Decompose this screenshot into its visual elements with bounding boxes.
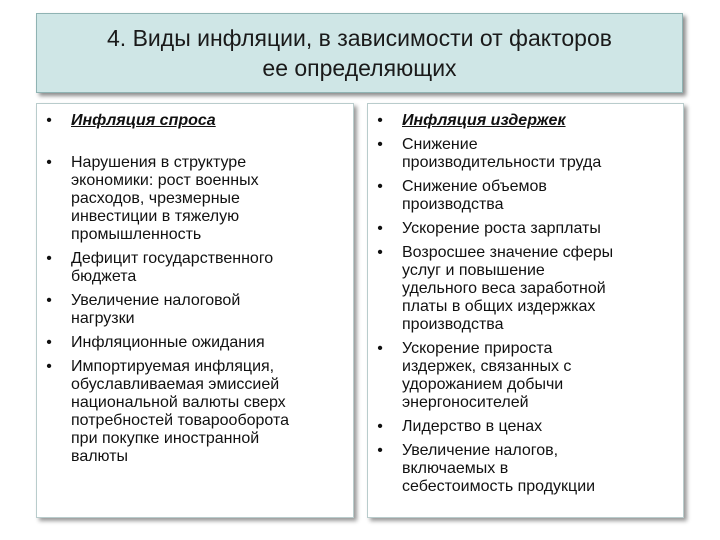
demand-inflation-list [37,104,353,466]
slide-title-line-2: ее определяющих [262,55,457,81]
cost-inflation-item [374,442,677,496]
demand-inflation-item [43,292,347,328]
cost-inflation-item-line: Возросшее значение сферы [402,244,614,261]
demand-inflation-item [43,358,347,466]
demand-inflation-item-line: промышленность [71,226,202,243]
demand-inflation-item-line: обуславливаемая эмиссией [71,376,280,393]
cost-inflation-item [374,136,677,172]
bullet-icon: • [377,244,383,261]
bullet-icon: • [46,358,52,375]
bullet-icon: • [377,418,383,435]
demand-inflation-item-line: Импортируемая инфляция, [71,358,275,375]
demand-inflation-item [43,250,347,286]
bullet-icon: • [46,250,52,267]
demand-inflation-item-line: валюты [71,448,129,465]
cost-inflation-item-line: Лидерство в ценах [402,418,543,435]
demand-inflation-item [43,334,347,352]
demand-inflation-item-line: бюджета [71,268,137,285]
demand-inflation-item-line: инвестиции в тяжелую [71,208,240,225]
cost-inflation-item-line: издержек, связанных с [402,358,572,375]
cost-inflation-item-line: энергоносителей [402,394,529,411]
cost-inflation-item [374,178,677,214]
cost-inflation-item-line: производства [402,196,504,213]
demand-inflation-item-line: нагрузки [71,310,135,327]
bullet-icon: • [46,154,52,171]
demand-inflation-item-line: Дефицит государственного [71,250,274,267]
title-box [36,13,683,93]
cost-inflation-item-line: удельного веса заработной [402,280,606,297]
cost-inflation-heading-item [374,112,677,130]
bullet-icon: • [377,340,383,357]
demand-inflation-item-line: Инфляционные ожидания [71,334,265,351]
bullet-icon: • [377,136,383,153]
demand-inflation-item-line: национальной валюты сверх [71,394,286,411]
bullet-icon: • [377,178,383,195]
cost-inflation-item-line: производства [402,316,504,333]
cost-inflation-item-line: себестоимость продукции [402,478,596,495]
bullet-icon: • [46,334,52,351]
cost-inflation-column [367,103,684,518]
cost-inflation-item-line: производительности труда [402,154,602,171]
cost-inflation-item [374,340,677,412]
cost-inflation-item-line: Ускорение роста зарплаты [402,220,601,237]
demand-inflation-item-line: Увеличение налоговой [71,292,241,309]
cost-inflation-item-line: удорожанием добычи [402,376,564,393]
slide-title-line-1: 4. Виды инфляции, в зависимости от факторов [107,25,612,51]
demand-inflation-item [43,154,347,244]
cost-inflation-item [374,220,677,238]
cost-inflation-item-line: платы в общих издержках [402,298,596,315]
demand-inflation-heading: Инфляция спроса [71,112,216,129]
bullet-icon: • [377,220,383,237]
demand-inflation-column [36,103,354,518]
cost-inflation-heading: Инфляция издержек [402,112,566,129]
cost-inflation-item-line: Увеличение налогов, [402,442,559,459]
demand-inflation-item-line: экономики: рост военных [71,172,259,189]
slide-title [99,23,620,83]
bullet-icon: • [46,292,52,309]
demand-inflation-heading-item [43,112,347,130]
cost-inflation-item-line: Снижение [402,136,478,153]
demand-inflation-item-line: при покупке иностранной [71,430,260,447]
cost-inflation-item [374,418,677,436]
cost-inflation-item-line: Снижение объемов [402,178,547,195]
cost-inflation-item-line: услуг и повышение [402,262,545,279]
demand-inflation-item-line: потребностей товарооборота [71,412,289,429]
cost-inflation-item [374,244,677,334]
cost-inflation-item-line: включаемых в [402,460,509,477]
bullet-icon: • [46,112,52,129]
bullet-icon: • [377,112,383,129]
cost-inflation-item-line: Ускорение прироста [402,340,553,357]
demand-inflation-item-line: расходов, чрезмерные [71,190,240,207]
bullet-icon: • [377,442,383,459]
demand-inflation-item-line: Нарушения в структуре [71,154,247,171]
cost-inflation-list [368,104,683,496]
